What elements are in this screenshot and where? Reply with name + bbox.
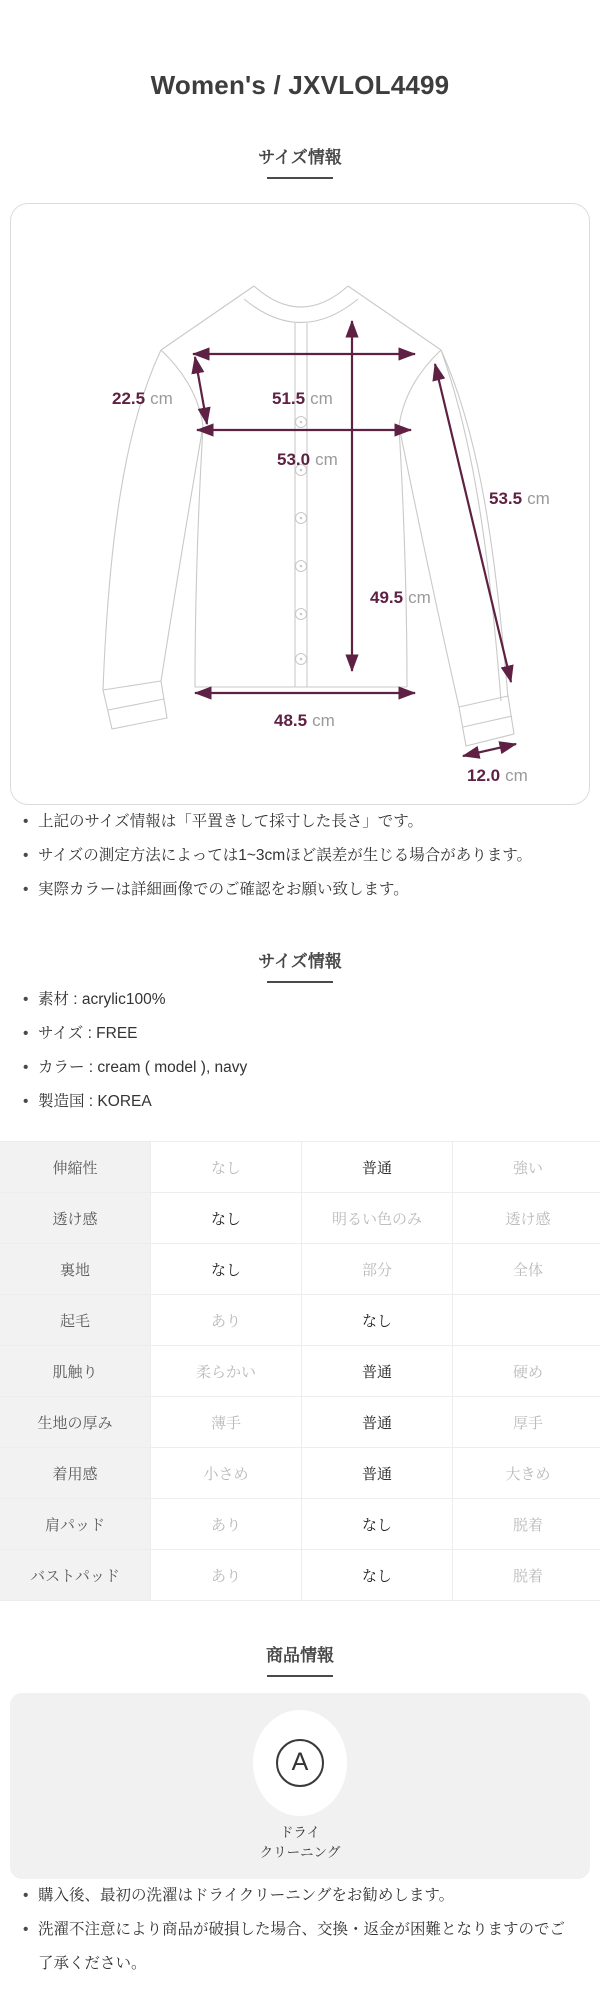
sleeve-length-label: 53.5 cm [489,489,550,508]
measurement-labels [112,389,550,785]
spec-option: なし [302,1550,453,1601]
spec-option: 全体 [453,1244,600,1295]
cuff-width-line [463,744,516,756]
care-label [260,1823,341,1863]
spec-row [0,1244,600,1295]
page-title: Women's / JXVLOL4499 [0,70,600,101]
care-label-line2: クリーニング [260,1843,341,1863]
section-heading-text: サイズ情報 [0,143,600,168]
spec-option: 柔らかい [151,1346,302,1397]
spec-option: 透け感 [453,1193,600,1244]
note-item: • 洗濯不注意により商品が破損した場合、交換・返金が困難となりますのでご了承ください。 [20,1913,580,1981]
details-list [0,983,600,1119]
size-diagram [11,204,589,804]
shoulder-width-label: 51.5 cm [272,389,333,408]
spec-option: あり [151,1295,302,1346]
product-notes-list [0,1879,600,1993]
note-item: • 実際カラーは詳細画像でのご確認をお願い致します。 [20,873,580,907]
spec-table [0,1141,600,1601]
spec-row [0,1448,600,1499]
spec-label: 着用感 [0,1448,151,1499]
spec-option: 部分 [302,1244,453,1295]
note-item: • 上記のサイズ情報は「平置きして採寸した長さ」です。 [20,805,580,839]
spec-row [0,1550,600,1601]
detail-item: • 素材 : acrylic100% [20,983,580,1017]
spec-option: なし [151,1142,302,1193]
note-item: • 購入後、最初の洗濯はドライクリーニングをお勧めします。 [20,1879,580,1913]
size-notes-list [0,805,600,907]
care-label-line1: ドライ [260,1823,341,1843]
spec-option: 普通 [302,1397,453,1448]
spec-label: 肌触り [0,1346,151,1397]
section-heading-text: 商品情報 [0,1641,600,1666]
spec-option: あり [151,1550,302,1601]
spec-option: 脱着 [453,1499,600,1550]
spec-option: なし [302,1499,453,1550]
spec-option: なし [302,1295,453,1346]
product-section-heading [0,1641,600,1677]
spec-row [0,1295,600,1346]
spec-option: 普通 [302,1448,453,1499]
spec-label: 裏地 [0,1244,151,1295]
spec-option: 脱着 [453,1550,600,1601]
spec-option [453,1295,600,1346]
detail-item: • 製造国 : KOREA [20,1085,580,1119]
spec-label: 起毛 [0,1295,151,1346]
spec-row [0,1142,600,1193]
spec-label: 肩パッド [0,1499,151,1550]
size-diagram-card [10,203,590,805]
spec-option: 強い [453,1142,600,1193]
spec-option: 薄手 [151,1397,302,1448]
spec-row [0,1499,600,1550]
spec-option: なし [151,1193,302,1244]
spec-label: バストパッド [0,1550,151,1601]
spec-option: 明るい色のみ [302,1193,453,1244]
spec-row [0,1193,600,1244]
detail-item: • サイズ : FREE [20,1017,580,1051]
spec-option: 普通 [302,1142,453,1193]
spec-option: 小さめ [151,1448,302,1499]
spec-option: 普通 [302,1346,453,1397]
armhole-label: 22.5 cm [112,389,173,408]
details-section-heading [0,947,600,983]
dry-clean-icon: A [276,1739,324,1787]
spec-label: 生地の厚み [0,1397,151,1448]
spec-option: あり [151,1499,302,1550]
care-info-box [10,1693,590,1879]
spec-option: 硬め [453,1346,600,1397]
cuff-width-label: 12.0 cm [467,766,528,785]
note-item: • サイズの測定方法によっては1~3cmほど誤差が生じる場合があります。 [20,839,580,873]
spec-option: なし [151,1244,302,1295]
heading-underline [267,1675,333,1677]
size-section-heading [0,143,600,179]
hem-width-label: 48.5 cm [274,711,335,730]
spec-label: 透け感 [0,1193,151,1244]
chest-width-label: 53.0 cm [277,450,338,469]
sleeve-length-line [435,364,511,682]
spec-option: 厚手 [453,1397,600,1448]
spec-label: 伸縮性 [0,1142,151,1193]
body-length-label: 49.5 cm [370,588,431,607]
section-heading-text: サイズ情報 [0,947,600,972]
spec-option: 大きめ [453,1448,600,1499]
heading-underline [267,177,333,179]
detail-item: • カラー : cream ( model ), navy [20,1051,580,1085]
measurement-lines [193,321,516,756]
care-icon-background [253,1710,347,1816]
spec-row [0,1346,600,1397]
spec-row [0,1397,600,1448]
